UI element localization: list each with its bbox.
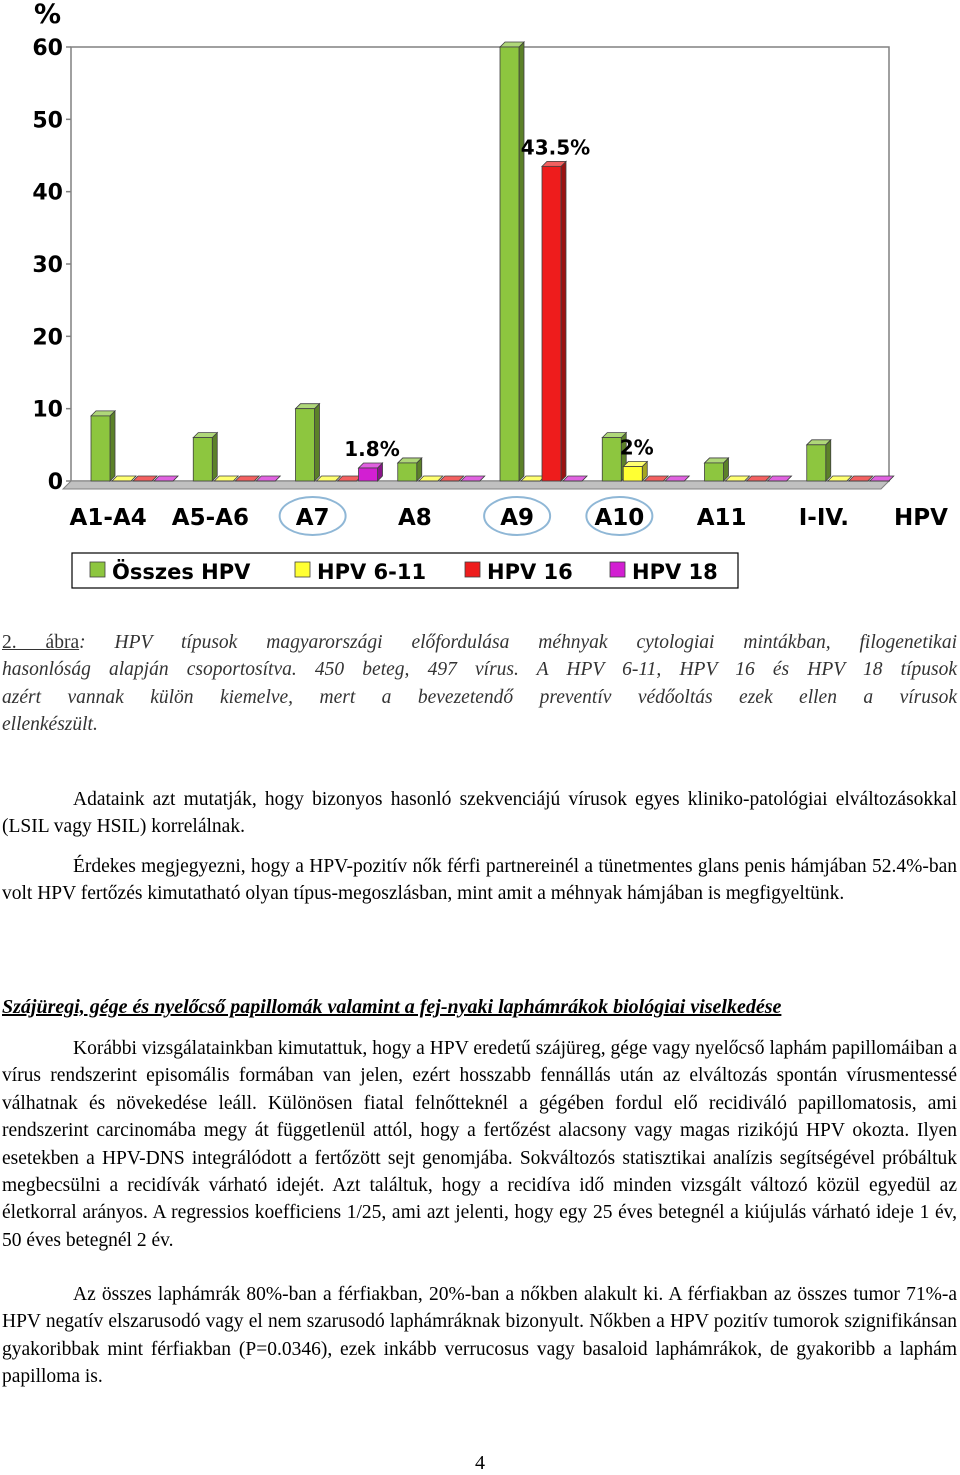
legend-swatch-hpv-6-11 — [295, 562, 310, 577]
plot-area — [71, 47, 889, 481]
x-category-label: A1-A4 — [70, 505, 147, 531]
bar--sszes-hpv-a11 — [705, 458, 729, 481]
bar-hpv-16-a9 — [542, 161, 566, 481]
paragraph-male-partners: Érdekes megjegyezni, hogy a HPV-pozitív nők férfi partnereinél a tünetmentes glans penis hámjában 52.4%-ban volt HPV fertőzés kimutatható olyan típus-megoszlásban, mint amit a méhnyak hámjában is megfigyeltünk. — [2, 853, 957, 908]
bar--sszes-hpv-a7 — [296, 404, 320, 481]
data-annotation: 2% — [620, 436, 654, 460]
y-tick-label: 60 — [32, 36, 63, 61]
y-tick-label: 30 — [32, 253, 63, 278]
hpv-bar-chart — [0, 0, 960, 600]
caption-line-2: hasonlóság alapján csoportosítva. 450 beteg, 497 vírus. A HPV 6-11, HPV 16 és HPV 18 típusok — [2, 656, 957, 683]
page-number: 4 — [0, 1452, 960, 1475]
y-tick-label: 40 — [32, 181, 63, 206]
x-category-label: A11 — [697, 505, 747, 531]
caption-line-4: ellenkészült. — [2, 711, 957, 738]
legend-label--sszes-hpv: Összes HPV — [112, 559, 251, 584]
bar--sszes-hpv-a1-a4 — [91, 411, 115, 481]
bar--sszes-hpv-a9 — [500, 42, 524, 481]
legend-label-hpv-18: HPV 18 — [632, 560, 718, 584]
y-tick-label: 0 — [48, 470, 63, 495]
data-annotation: 43.5% — [521, 135, 590, 159]
legend-swatch--sszes-hpv — [90, 562, 105, 577]
y-tick-label: 10 — [32, 398, 63, 423]
paragraph-correlation: Adataink azt mutatják, hogy bizonyos hasonló szekvenciájú vírusok egyes kliniko-patológiai elváltozásokkal (LSIL vagy HSIL) korrelálnak. — [2, 786, 957, 841]
x-category-label: A7 — [296, 505, 330, 531]
bar--sszes-hpv-i-iv — [807, 440, 831, 481]
paragraph-papilloma: Korábbi vizsgálatainkban kimutattuk, hogy a HPV eredetű szájüreg, gége vagy nyelőcső laphám papillomáiban a vírus rendszerint episomális formában van jelen, ezért hosszabb fennállás után az elváltozás spontán vírusmentessé válhatnak és növekedése leáll. Különösen fiatal felnőtteknél a gégében fordul elő recidiváló papillomatosis, ami rendszerint carcinomába megy át függetlenül attól, hogy a fertőzést alacsony vagy magas rizikójú HPV okozta. Ilyen esetekben a HPV-DNS integrálódott a fertőzött sejt genomjába. Sokváltozós statisztikai analízis segítségével próbáltuk megbecsülni a recidívák várható idejét. Azt találtuk, hogy a recidíva idő minden vizsgált változó közül egyedül az életkorral arányos. A regressios koefficiens 1/25, ami azt jelenti, hogy egy 25 éves betegnél a kiújulás várható ideje 1 év, 50 éves betegnél 2 év. — [2, 1035, 957, 1254]
section-title: Szájüregi, gége és nyelőcső papillomák valamint a fej-nyaki laphámrákok biológiai viselkedése — [2, 994, 957, 1021]
figure-caption — [2, 629, 957, 739]
bar-hpv-6-11-a10 — [623, 462, 647, 481]
y-tick-label: 50 — [32, 108, 63, 133]
y-unit-label: % — [34, 0, 61, 30]
x-category-label: A5-A6 — [172, 505, 249, 531]
legend-label-hpv-6-11: HPV 6-11 — [317, 560, 426, 584]
figure-label[interactable]: 2. ábra — [2, 632, 79, 653]
bar--sszes-hpv-a5-a6 — [193, 433, 217, 481]
data-annotation: 1.8% — [344, 437, 399, 461]
bar--sszes-hpv-a8 — [398, 458, 422, 481]
caption-line-3: azért vannak külön kiemelve, mert a bevezetendő preventív védőoltás ezek ellen a vírusok — [2, 684, 957, 711]
plot-floor — [63, 481, 889, 489]
legend-swatch-hpv-18 — [610, 562, 625, 577]
x-category-label: A10 — [594, 505, 644, 531]
x-axis-label: HPV — [894, 505, 948, 531]
legend-label-hpv-16: HPV 16 — [487, 560, 573, 584]
paragraph-squamous-carcinoma: Az összes laphámrák 80%-ban a férfiakban, 20%-ban a nőkben alakult ki. A férfiakban az összes tumor 71%-a HPV negatív elszarusodó vagy el nem szarusodó laphámráknak bizonyult. Nőkben a HPV pozitív tumorok szignifikánsan gyakoribbak mint férfiakban (P=0.0346), ezek inkább verrucosus vagy basaloid laphámrákok, de gyakoribb a laphám papilloma is. — [2, 1281, 957, 1391]
legend-swatch-hpv-16 — [465, 562, 480, 577]
x-category-label: A9 — [500, 505, 534, 531]
x-category-label: I-IV. — [799, 505, 849, 531]
y-tick-label: 20 — [32, 325, 63, 350]
caption-line-1: : HPV típusok magyarországi előfordulása méhnyak cytologiai mintákban, filogenetikai — [79, 632, 957, 653]
x-category-label: A8 — [398, 505, 432, 531]
bar-hpv-18-a7 — [359, 463, 383, 481]
